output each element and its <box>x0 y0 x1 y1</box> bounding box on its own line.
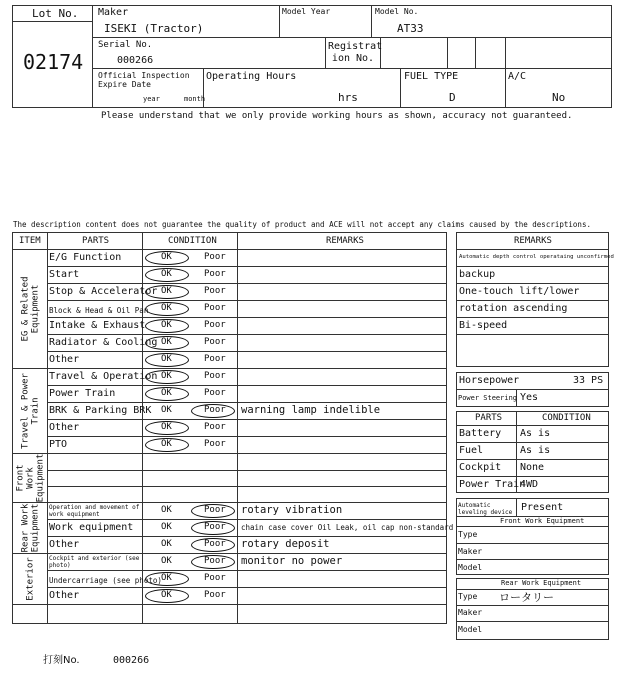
poor-circle <box>191 555 235 569</box>
horsepower-value: 33 PS <box>573 375 604 386</box>
poor-text: Poor <box>204 522 226 532</box>
rear-type-value: ロータリー <box>499 591 554 604</box>
auto-leveling-label: Automatic leveling device <box>458 502 513 516</box>
ok-text: OK <box>161 405 172 415</box>
ok-text: OK <box>161 269 172 279</box>
remark-text: rotary vibration <box>241 504 343 516</box>
front-type-label: Type <box>458 530 478 539</box>
serial-value: 000266 <box>117 55 154 66</box>
part-name: Power Train <box>459 479 526 490</box>
poor-circle <box>191 404 235 418</box>
poor-text: Poor <box>204 573 226 583</box>
horsepower-label: Horsepower <box>459 375 520 386</box>
lot-label: Lot No. <box>32 7 79 20</box>
ok-circle <box>145 302 189 316</box>
part-label: PTO <box>49 439 68 450</box>
part-label: Other <box>49 422 80 433</box>
ok-text: OK <box>161 337 172 347</box>
inspection-label: Official Inspection Expire Date <box>98 71 190 89</box>
ok-text: OK <box>161 320 172 330</box>
part-condition: As is <box>520 445 551 456</box>
remark-text: chain case cover Oil Leak, oil cap non-standard <box>241 523 454 532</box>
remarks-line: One-touch lift/lower <box>459 286 580 297</box>
ok-circle <box>145 336 189 350</box>
ok-text: OK <box>161 522 172 532</box>
ok-circle <box>145 251 189 265</box>
power-steering-value: Yes <box>520 392 539 403</box>
part-label: Block & Head & Oil Pan <box>49 306 149 315</box>
ok-text: OK <box>161 422 172 432</box>
ok-circle <box>145 370 189 384</box>
ok-circle <box>145 421 189 435</box>
power-steering-label: Power Steering <box>458 394 518 402</box>
ac-value: No <box>552 91 566 104</box>
poor-text: Poor <box>204 337 226 347</box>
ok-text: OK <box>161 590 172 600</box>
part-label: BRK & Parking BRK <box>49 405 152 416</box>
ok-text: OK <box>161 573 172 583</box>
front-model-label: Model <box>458 563 483 572</box>
operating-hours-label: Operating Hours <box>206 71 297 82</box>
parts-header: PARTS <box>475 413 503 423</box>
remarks-line: rotation ascending <box>459 303 568 314</box>
model-year-label: Model Year <box>282 7 331 16</box>
disclaimer: The description content does not guarantee the quality of product and ACE will not accept any claims caused by the descriptions. <box>13 220 591 229</box>
col-item: ITEM <box>19 236 41 246</box>
front-work-title: Front Work Equipment <box>500 517 585 525</box>
maker-label: Maker <box>98 7 129 18</box>
part-condition: 4WD <box>520 479 539 490</box>
part-label: Travel & Operation <box>49 371 158 382</box>
ok-text: OK <box>161 439 172 449</box>
ok-text: OK <box>161 303 172 313</box>
ac-label: A/C <box>508 71 527 82</box>
ok-circle <box>145 285 189 299</box>
poor-text: Poor <box>204 320 226 330</box>
poor-text: Poor <box>204 388 226 398</box>
poor-text: Poor <box>204 269 226 279</box>
remark-text: rotary deposit <box>241 538 330 550</box>
year-label: year <box>143 95 160 103</box>
rear-type-label: Type <box>458 592 478 601</box>
registration-label: Registrat ion No. <box>328 41 383 64</box>
col-parts: PARTS <box>82 236 110 246</box>
condition-header: CONDITION <box>542 413 591 423</box>
ok-text: OK <box>161 556 172 566</box>
poor-text: Poor <box>204 422 226 432</box>
ok-text: OK <box>161 505 172 515</box>
part-label: Cockpit and exterior (see photo) <box>49 555 140 569</box>
poor-circle <box>191 521 235 535</box>
ok-text: OK <box>161 286 172 296</box>
ok-circle <box>145 438 189 452</box>
part-label: Undercarriage (see photo) <box>49 576 162 585</box>
poor-text: Poor <box>204 439 226 449</box>
poor-text: Poor <box>204 405 226 415</box>
stamp-label: 打刻No. <box>43 655 80 666</box>
rear-work-title: Rear Work Equipment <box>501 579 582 587</box>
part-name: Battery <box>459 428 502 439</box>
remarks-line: backup <box>459 269 496 280</box>
fuel-type-label: FUEL TYPE <box>404 71 459 82</box>
part-label: Other <box>49 590 80 601</box>
poor-text: Poor <box>204 539 226 549</box>
ok-circle <box>145 589 189 603</box>
hours-unit: hrs <box>338 91 358 104</box>
rear-maker-label: Maker <box>458 608 483 617</box>
group-label: Rear Work Equipment <box>20 503 40 552</box>
ok-circle <box>145 353 189 367</box>
part-label: Other <box>49 354 80 365</box>
model-no-value: AT33 <box>397 22 424 35</box>
part-label: Start <box>49 269 80 280</box>
rear-model-label: Model <box>458 625 483 634</box>
fuel-type-value: D <box>449 91 456 104</box>
auto-leveling-value: Present <box>521 502 564 513</box>
col-condition: CONDITION <box>168 236 217 246</box>
part-condition: As is <box>520 428 551 439</box>
maker-value: ISEKI (Tractor) <box>104 22 204 35</box>
col-remarks: REMARKS <box>326 236 364 246</box>
poor-text: Poor <box>204 286 226 296</box>
ok-text: OK <box>161 388 172 398</box>
remarks-line: Bi-speed <box>459 320 508 331</box>
remarks-header: REMARKS <box>514 236 552 246</box>
ok-text: OK <box>161 539 172 549</box>
remark-text: monitor no power <box>241 555 343 567</box>
poor-text: Poor <box>204 252 226 262</box>
part-condition: None <box>520 462 545 473</box>
front-maker-label: Maker <box>458 547 483 556</box>
part-label: E/G Function <box>49 252 122 263</box>
part-label: Work equipment <box>49 522 134 533</box>
header-outline <box>12 5 612 108</box>
model-no-label: Model No. <box>375 7 419 16</box>
ok-text: OK <box>161 354 172 364</box>
poor-text: Poor <box>204 303 226 313</box>
poor-text: Poor <box>204 556 226 566</box>
part-label: Stop & Accelerator <box>49 286 158 297</box>
group-label: Travel & Power Train <box>20 372 40 449</box>
poor-text: Poor <box>204 590 226 600</box>
ok-circle <box>145 268 189 282</box>
group-label: EG & Related Equipment <box>20 275 40 342</box>
part-label: Other <box>49 539 80 550</box>
ok-circle <box>145 387 189 401</box>
poor-text: Poor <box>204 505 226 515</box>
remark-text: warning lamp indelible <box>241 404 381 416</box>
group-label: Exterior <box>25 556 35 601</box>
ok-circle <box>145 319 189 333</box>
poor-text: Poor <box>204 354 226 364</box>
lot-number: 02174 <box>23 50 84 74</box>
part-label: Radiator & Cooling <box>49 337 158 348</box>
serial-label: Serial No. <box>98 40 153 50</box>
stamp-value: 000266 <box>113 655 150 666</box>
ok-circle <box>145 572 189 586</box>
month-label: month <box>184 95 206 103</box>
part-label: Intake & Exhaust <box>49 320 146 331</box>
group-label: Front Work Equipment <box>15 453 45 502</box>
hours-note: Please understand that we only provide working hours as shown, accuracy not guaranteed. <box>101 111 573 121</box>
poor-circle <box>191 538 235 552</box>
remarks-line: Automatic depth control operataing unconfirmed <box>459 254 614 260</box>
part-name: Cockpit <box>459 462 502 473</box>
ok-text: OK <box>161 371 172 381</box>
part-name: Fuel <box>459 445 484 456</box>
part-label: Power Train <box>49 388 116 399</box>
poor-circle <box>191 504 235 518</box>
part-label: Operation and movement of work equipment <box>49 504 140 518</box>
poor-text: Poor <box>204 371 226 381</box>
ok-text: OK <box>161 252 172 262</box>
